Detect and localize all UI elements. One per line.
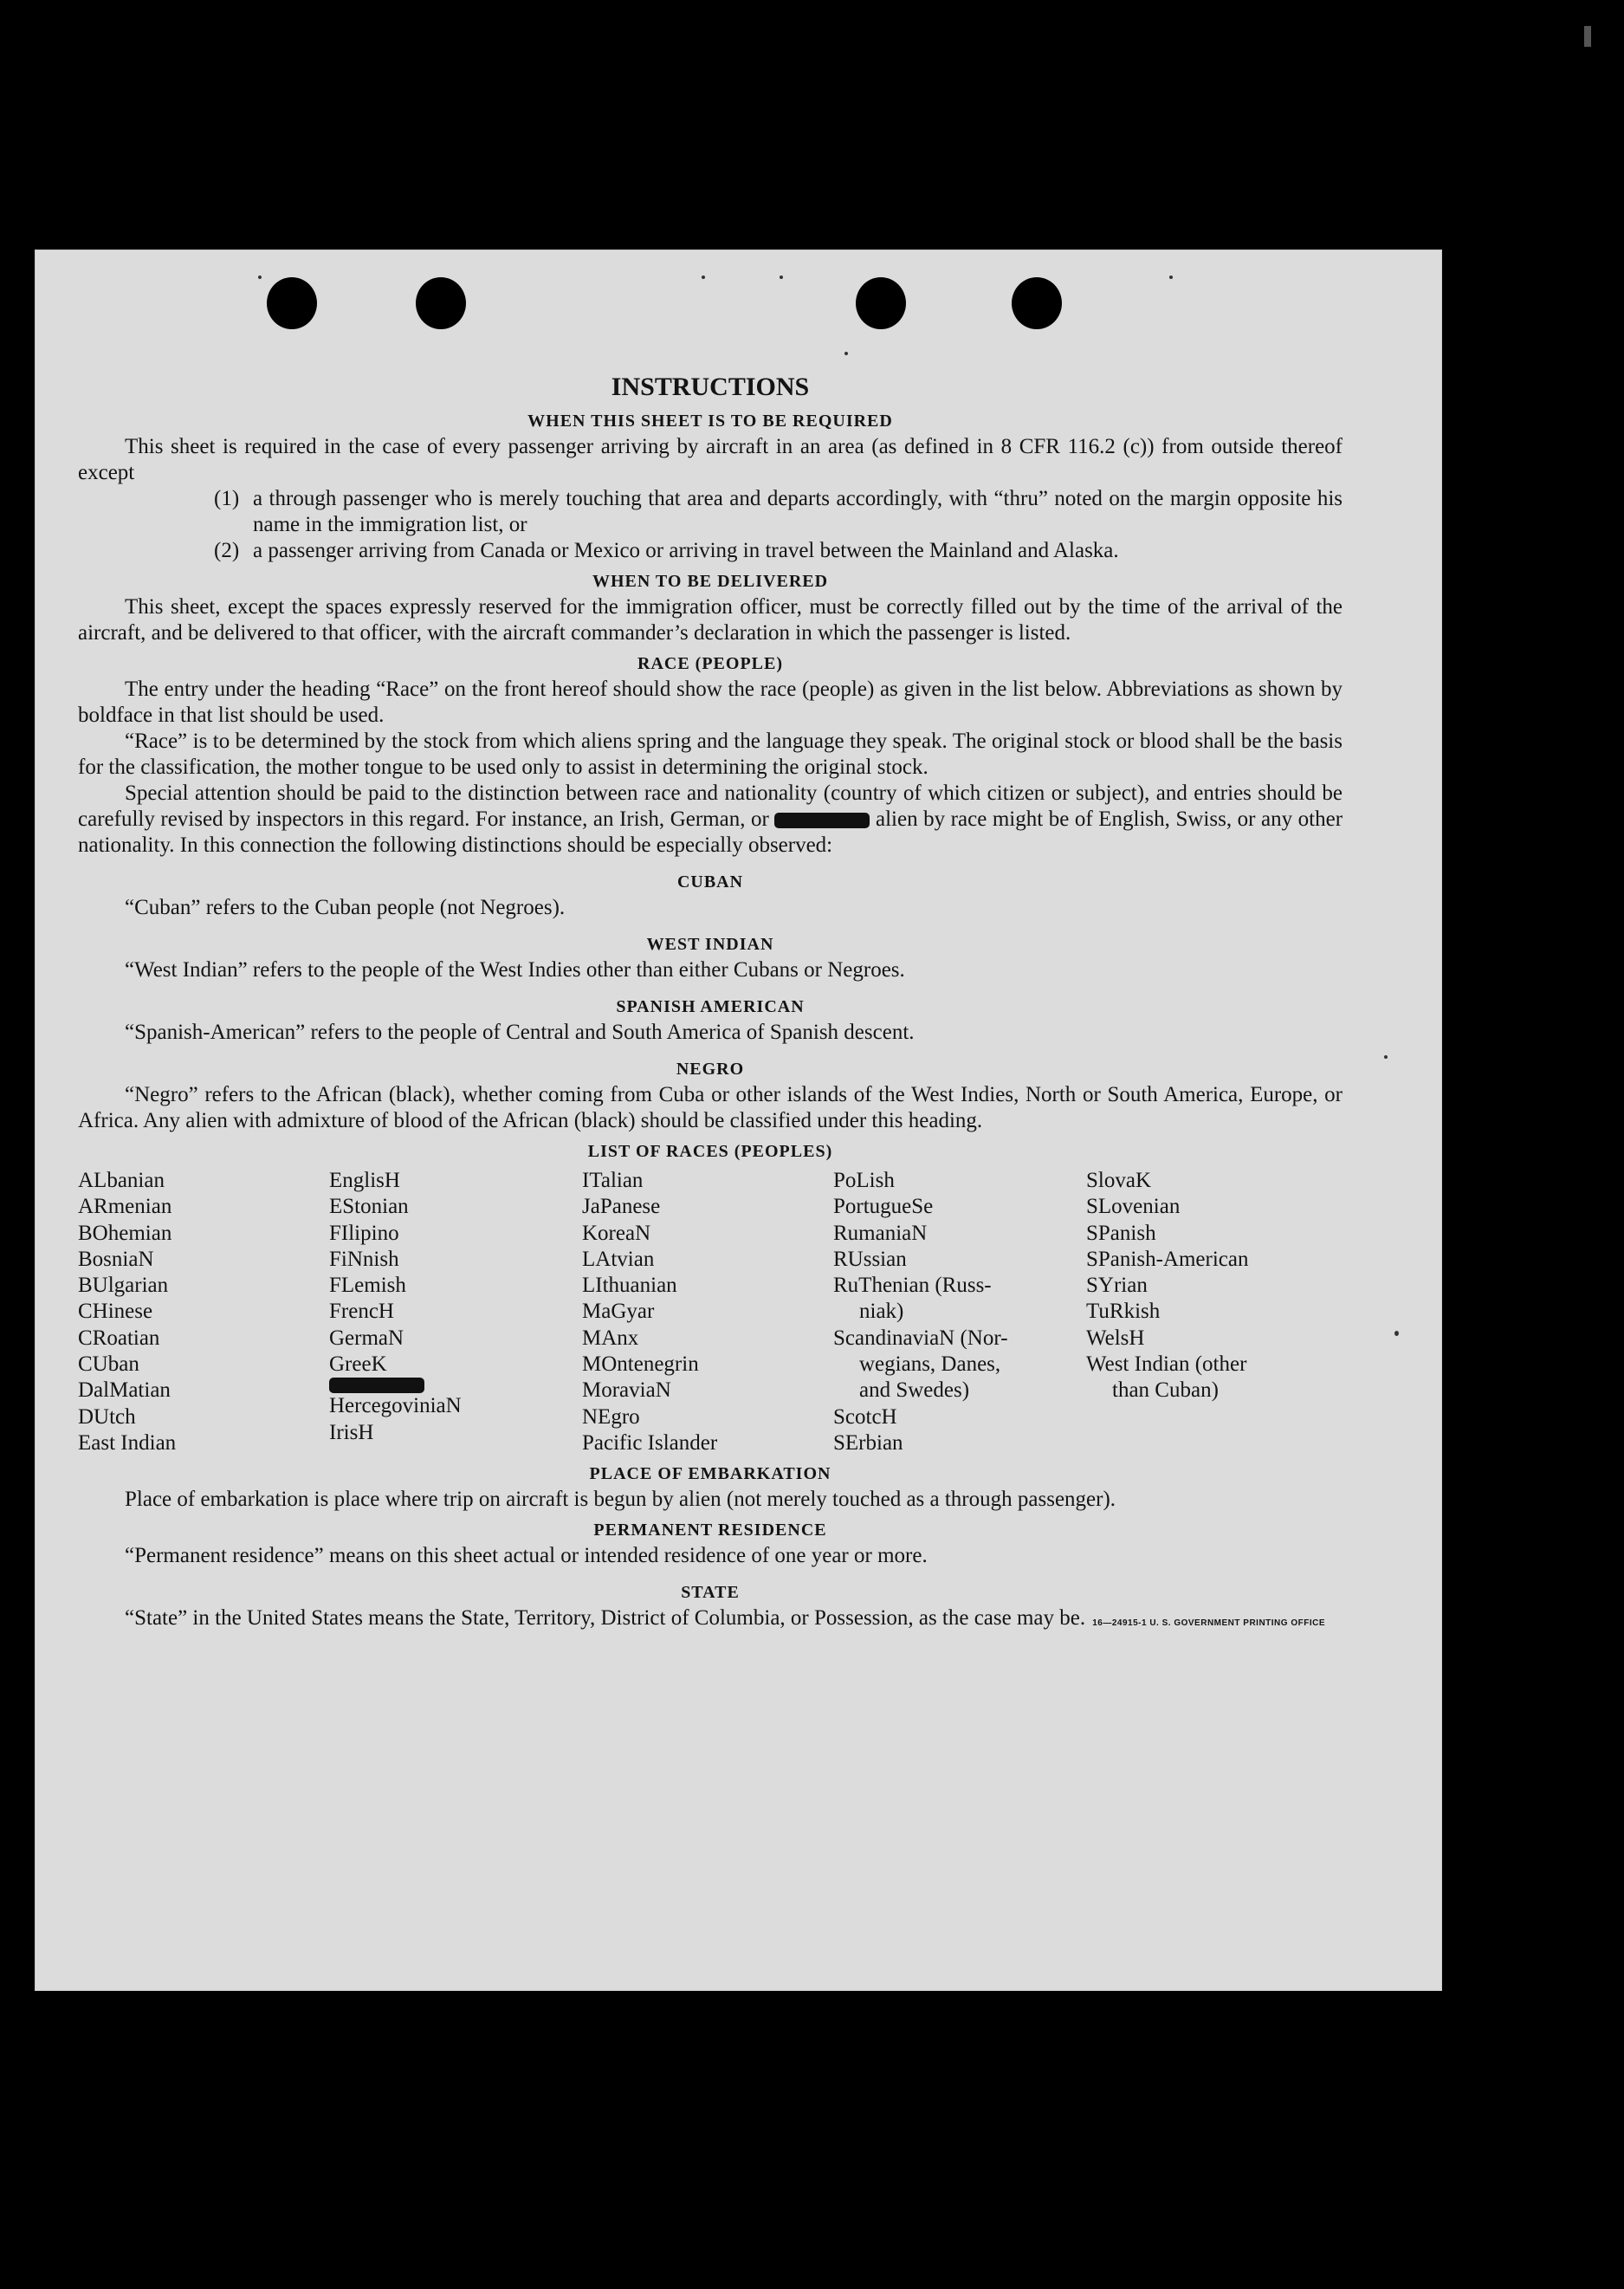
exception-item-2 [78,538,1343,564]
races-list [78,1168,1343,1456]
exception-text: a through passenger who is merely touching that area and departs accordingly, with “thru” noted on the margin opposite his name in the immigration list, or [253,487,1343,536]
race-entry: SlovaK [1086,1169,1151,1192]
heading-list-of-races: LIST OF RACES (PEOPLES) [587,1142,833,1161]
punch-hole [267,277,317,329]
race-entry: CHinese [78,1300,153,1324]
race-entry: MOntenegrin [582,1352,699,1377]
races-column-5 [1086,1168,1343,1456]
redaction-mark [774,813,870,828]
race-entry: SLovenian [1086,1195,1181,1219]
race-entry: PoLish [833,1169,895,1192]
document-sheet [35,250,1442,1991]
race-entry-continued: niak) [859,1300,904,1324]
race-entry: CUban [78,1352,139,1377]
race-entry: GreeK [329,1352,387,1377]
races-column-3 [582,1168,833,1456]
instructions-content [78,371,1343,1631]
heading-race: RACE (PEOPLE) [637,654,783,673]
heading-spanish-american: SPANISH AMERICAN [616,997,805,1016]
printing-office-code: 16—24915-1 U. S. GOVERNMENT PRINTING OFFICE [1092,1618,1325,1629]
race-entry: MaGyar [582,1300,655,1324]
race-entry: FrencH [329,1300,394,1324]
race-entry: HercegoviniaN [329,1394,462,1418]
races-column-2 [329,1168,582,1456]
state-text: “State” in the United States means the State, Territory, District of Columbia, or Possession, as the case may be. [125,1606,1086,1631]
race-entry: ITalian [582,1169,644,1192]
race-paragraph-3-end: alien by race might be of English, Swiss, or any other nationality. In this connection the following distinctions should be especially observed: [78,807,1343,857]
heading-west-indian: WEST INDIAN [646,935,774,954]
heading-cuban: CUBAN [676,872,744,892]
punch-hole [856,277,906,329]
spanish-american-text: “Spanish-American” refers to the people of Central and South America of Spanish descent. [125,1021,915,1044]
race-entry: ALbanian [78,1169,165,1192]
race-entry: East Indian [78,1430,177,1455]
race-entry: PortugueSe [833,1195,934,1219]
race-entry: NEgro [582,1404,640,1429]
race-entry: CRoatian [78,1326,160,1350]
race-entry: WelsH [1086,1326,1145,1350]
west-indian-text: “West Indian” refers to the people of the West Indies other than either Cubans or Negroes. [125,958,905,982]
exception-item-1 [78,486,1343,538]
race-entry: RuThenian (Russ- [833,1274,992,1298]
heading-negro: NEGRO [676,1060,745,1079]
race-entry: SPanish [1086,1221,1156,1245]
speck [780,276,783,279]
embarkation-text: Place of embarkation is place where trip on aircraft is begun by alien (not merely touched as a through passenger). [125,1488,1116,1512]
race-entry-redacted [329,1378,582,1393]
races-column-1 [78,1168,329,1456]
scan-mark [1584,26,1591,47]
race-entry: GermaN [329,1326,404,1350]
when-required-intro: This sheet is required in the case of every passenger arriving by aircraft in an area (as defined in 8 CFR 116.2 (c)) from outside thereof except [78,435,1343,484]
speck [844,352,848,355]
race-entry: BosniaN [78,1247,154,1271]
exception-text: a passenger arriving from Canada or Mexico or arriving in travel between the Mainland and Alaska. [253,539,1119,562]
cuban-text: “Cuban” refers to the Cuban people (not Negroes). [125,896,566,919]
race-entry: West Indian (other [1086,1352,1247,1377]
race-entry: LAtvian [582,1247,655,1271]
race-entry: BUlgarian [78,1274,169,1298]
race-entry: DalMatian [78,1378,171,1403]
race-entry: TuRkish [1086,1300,1161,1324]
race-entry: BOhemian [78,1221,172,1245]
redaction-mark [329,1378,424,1393]
speck [1394,1331,1399,1336]
punch-hole [416,277,466,329]
race-entry: EnglisH [329,1169,400,1192]
race-entry: LIthuanian [582,1274,677,1298]
race-entry-continued: and Swedes) [859,1378,970,1403]
race-entry: EStonian [329,1195,409,1219]
negro-text: “Negro” refers to the African (black), whether coming from Cuba or other islands of the West Indies, North or South America, Europe, or Africa. Any alien with admixture of blood of the African (black) should be classified under this heading. [78,1083,1343,1132]
race-entry: ScotcH [833,1404,897,1429]
race-entry: SErbian [833,1430,903,1455]
races-column-4 [833,1168,1086,1456]
race-entry: IrisH [329,1420,374,1444]
race-entry: RUssian [833,1247,907,1271]
race-entry: Pacific Islander [582,1430,718,1455]
page-title: INSTRUCTIONS [611,373,810,401]
when-delivered-text: This sheet, except the spaces expressly reserved for the immigration officer, must be correctly filled out by the time of the arrival of the aircraft, and be delivered to that officer, with the aircraft commander’s declaration in which the passenger is listed. [78,595,1343,645]
race-paragraph-1: The entry under the heading “Race” on the front hereof should show the race (people) as given in the list below. Abbreviations as shown by boldface in that list should be used. [78,678,1343,727]
race-entry: FLemish [329,1274,406,1298]
race-entry: JaPanese [582,1195,661,1219]
race-paragraph-3-start: Special attention should be paid to the distinction between race and nationality (country of which citizen or subject), and entries should be carefully revised by inspectors in this regard. For instance, an Irish, German, or [78,781,1343,831]
heading-when-required: WHEN THIS SHEET IS TO BE REQUIRED [527,412,893,431]
speck [702,276,705,279]
speck [1384,1055,1388,1059]
race-entry: RumaniaN [833,1221,928,1245]
race-entry: DUtch [78,1404,136,1429]
race-entry: ARmenian [78,1195,172,1219]
speck [1169,276,1173,279]
race-paragraph-3 [78,781,1343,859]
speck [258,276,262,279]
state-section [78,1605,1343,1631]
race-entry: SYrian [1086,1274,1148,1298]
race-entry: MoraviaN [582,1378,671,1403]
race-entry: KoreaN [582,1221,651,1245]
heading-embarkation: PLACE OF EMBARKATION [589,1464,831,1484]
heading-when-delivered: WHEN TO BE DELIVERED [592,572,829,591]
race-entry: ScandinaviaN (Nor- [833,1326,1008,1350]
race-entry: SPanish-American [1086,1247,1249,1271]
race-entry: FiNnish [329,1247,399,1271]
heading-state: STATE [681,1583,740,1603]
race-entry-continued: wegians, Danes, [859,1352,1001,1377]
race-paragraph-2: “Race” is to be determined by the stock from which aliens spring and the language they speak. The original stock or blood shall be the basis for the classification, the mother tongue to be used only to assist in determining the original stock. [78,729,1343,779]
race-entry-continued: than Cuban) [1112,1378,1219,1403]
residence-text: “Permanent residence” means on this sheet actual or intended residence of one year or more. [125,1544,928,1568]
race-entry: MAnx [582,1326,639,1350]
exception-number: (2) [214,539,240,562]
heading-residence: PERMANENT RESIDENCE [593,1521,827,1540]
race-entry: FIlipino [329,1221,399,1245]
exception-number: (1) [214,487,240,510]
punch-hole [1012,277,1062,329]
